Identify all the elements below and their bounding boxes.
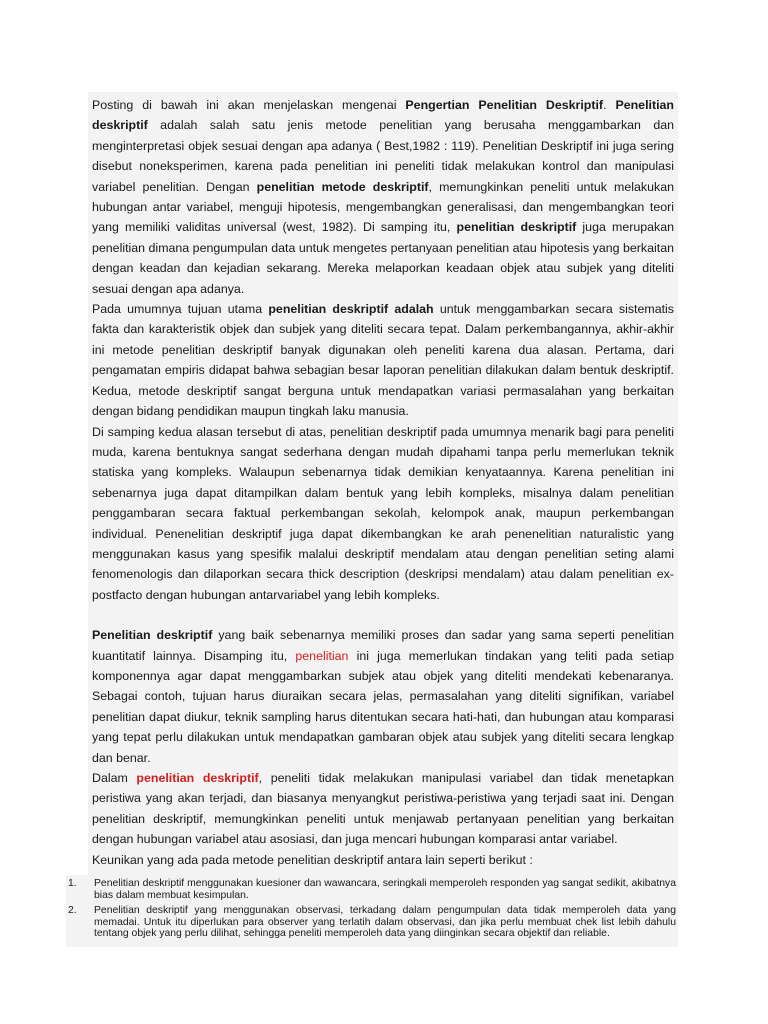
list-number: 1.: [68, 878, 77, 889]
bold-term: penelitian metode deskriptif: [256, 179, 429, 194]
paragraph-5: Dalam penelitian deskriptif, peneliti tidak melakukan manipulasi variabel dan tidak menetapkan peristiwa yang akan terjadi, dan biasanya menyangkut peristiwa-peristiwa yang terjadi saat ini. Dengan penelitian deskriptif, memungkinkan peneliti untuk menjawab pertanyaan penelitian yang berkaitan dengan hubungan variabel atau asosiasi, dan juga mencari hubungan komparasi antar variabel.: [92, 771, 674, 847]
numbered-list: [66, 875, 678, 947]
paragraph-spacer: [92, 605, 674, 625]
article-body: [88, 92, 678, 876]
paragraph-6: Keunikan yang ada pada metode penelitian deskriptif antara lain seperti berikut :: [92, 852, 533, 867]
paragraph-1: Posting di bawah ini akan menjelaskan mengenai Pengertian Penelitian Deskriptif. Penelitian deskriptif adalah salah satu jenis metode penelitian yang berusaha menggambarkan dan menginterpretasi objek sesuai dengan apa adanya ( Best,1982 : 119). Penelitian Deskriptif ini juga sering disebut noneksperimen, karena pada penelitian ini peneliti tidak melakukan kontrol dan manipulasi variabel penelitian. Dengan penelitian metode deskriptif, memungkinkan peneliti untuk melakukan hubungan antar variabel, menguji hipotesis, mengembangkan generalisasi, dan mengembangkan teori yang memiliki validitas universal (west, 1982). Di samping itu, penelitian deskriptif juga merupakan penelitian dimana pengumpulan data untuk mengetes pertanyaan penelitian atau hipotesis yang berkaitan dengan keadan dan kejadian sekarang. Mereka melaporkan keadaan objek atau subjek yang diteliti sesuai dengan apa adanya.: [92, 98, 674, 296]
paragraph-3: Di samping kedua alasan tersebut di atas, penelitian deskriptif pada umumnya menarik bagi para peneliti muda, karena bentuknya sangat sederhana dengan mudah dipahami tanpa perlu memerlukan teknik statiska yang kompleks. Walaupun sebenarnya tidak demikian kenyataannya. Karena penelitian ini sebenarnya juga dapat ditampilkan dalam bentuk yang lebih kompleks, misalnya dalam penelitian penggambaran secara faktual perkembangan sekolah, kelompok anak, maupun perkembangan individual. Penenelitian deskriptif juga dapat dikembangkan ke arah penenelitian naturalistic yang menggunakan kasus yang spesifik malalui deskriptif mendalam atau dengan penelitian seting alami fenomenologis dan dilaporkan secara thick description (deskripsi mendalam) atau dalam penelitian ex-postfacto dengan hubungan antarvariabel yang lebih kompleks.: [92, 424, 674, 602]
list-item-text: Penelitian deskriptif yang menggunakan observasi, terkadang dalam pengumpulan data tidak memperoleh data yang memadai. Untuk itu diperlukan para observer yang terlatih dalam observasi, dan jika perlu membuat chek list lebih dahulu tentang objek yang perlu dilihat, sehingga peneliti memperoleh data yang diinginkan secara objektif dan reliable.: [94, 905, 676, 940]
paragraph-2: Pada umumnya tujuan utama penelitian deskriptif adalah untuk menggambarkan secara sistematis fakta dan karakteristik objek dan subjek yang diteliti secara tepat. Dalam perkembangannya, akhir-akhir ini metode penelitian deskriptif banyak digunakan oleh peneliti karena dua alasan. Pertama, dari pengamatan empiris didapat bahwa sebagian besar laporan penelitian dilakukan dalam bentuk deskriptif. Kedua, metode deskriptif sangat berguna untuk mendapatkan variasi permasalahan yang berkaitan dengan bidang pendidikan maupun tingkah laku manusia.: [92, 302, 674, 419]
paragraph-4: Penelitian deskriptif yang baik sebenarnya memiliki proses dan sadar yang sama seperti penelitian kuantitatif lainnya. Disamping itu, penelitian ini juga memerlukan tindakan yang teliti pada setiap komponennya agar dapat menggambarkan subjek atau objek yang diteliti mendekati kebenaranya. Sebagai contoh, tujuan harus diuraikan secara jelas, permasalahan yang diteliti signifikan, variabel penelitian dapat diukur, teknik sampling harus ditentukan secara hati-hati, dan hubungan atau komparasi yang tepat perlu dilakukan untuk mendapatkan gambaran objek atau subjek yang diteliti secara lengkap dan benar.: [92, 628, 674, 765]
penelitian-link[interactable]: penelitian: [295, 648, 349, 663]
list-item: [68, 878, 676, 901]
bold-term: penelitian deskriptif: [456, 220, 577, 235]
bold-term: Penelitian deskriptif: [92, 628, 213, 643]
penelitian-deskriptif-link[interactable]: penelitian deskriptif: [136, 771, 259, 785]
list-item: [68, 905, 676, 940]
bold-term: Penelitian deskriptif: [92, 98, 674, 133]
bold-term: Pengertian Penelitian Deskriptif: [405, 98, 604, 112]
list-item-text: Penelitian deskriptif menggunakan kuesioner dan wawancara, seringkali memperoleh responden yag sangat sedikit, akibatnya bias dalam membuat kesimpulan.: [94, 878, 676, 901]
bold-term: penelitian deskriptif adalah: [268, 302, 434, 317]
list-number: 2.: [68, 905, 77, 917]
